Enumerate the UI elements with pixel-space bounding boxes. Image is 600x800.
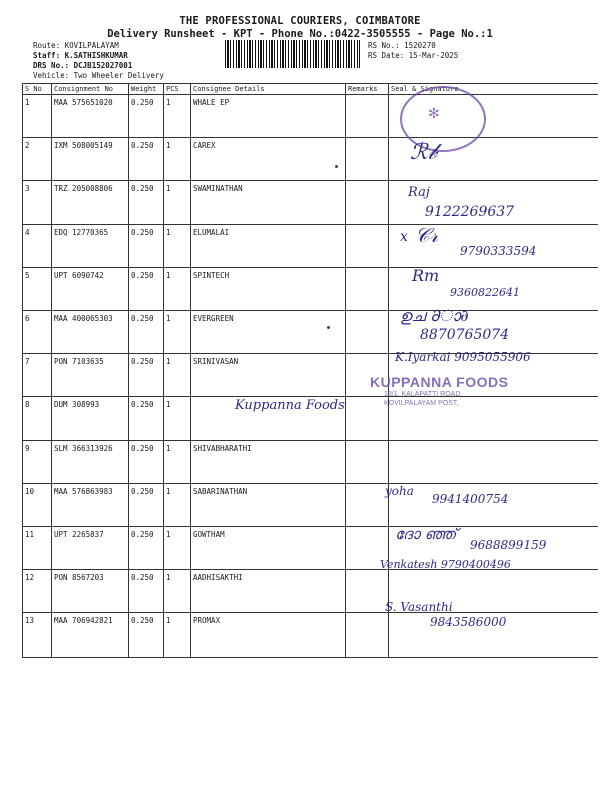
cell-pcs: 1 (164, 181, 191, 224)
cell-pcs: 1 (164, 526, 191, 569)
cell-weight: 0.250 (129, 224, 164, 267)
cell-pcs: 1 (164, 310, 191, 353)
cell-weight: 0.250 (129, 483, 164, 526)
signature-row3: Raj (408, 185, 430, 200)
hw-phone-row6: 9360822641 (450, 286, 520, 299)
cell-sno: 11 (23, 526, 52, 569)
cell-weight: 0.250 (129, 354, 164, 397)
cell-consignee: SWAMINATHAN (191, 181, 346, 224)
cell-sno: 8 (23, 397, 52, 440)
cell-weight: 0.250 (129, 397, 164, 440)
staff-text: Staff: K.SATHISHKUMAR (33, 51, 128, 60)
stamp-address-1: 18/1, KALAPATTI ROAD, (384, 391, 463, 398)
ink-dot (335, 165, 338, 168)
cell-consignee: WHALE EP (191, 95, 346, 138)
cell-remarks (346, 267, 389, 310)
cell-consignee: EVERGREEN (191, 310, 346, 353)
meta-left (33, 41, 132, 71)
signature-row11: yoha (385, 484, 414, 498)
signature-row4: 𝒞𝓇 (415, 223, 438, 247)
cell-remarks (346, 483, 389, 526)
cell-weight: 0.250 (129, 440, 164, 483)
cell-consignee: ELUMALAI (191, 224, 346, 267)
kuppanna-foods-stamp (370, 374, 560, 432)
cell-pcs: 1 (164, 483, 191, 526)
cell-consignee: GOWTHAM (191, 526, 346, 569)
table-row (23, 95, 599, 138)
cell-consignment: MAA 706942821 (52, 613, 129, 658)
document-title: THE PROFESSIONAL COURIERS, COIMBATORE (179, 15, 421, 27)
cell-weight: 0.250 (129, 181, 164, 224)
rs-no-text: RS No.: 1520270 (368, 41, 436, 50)
hw-phone-row11: 9941400754 (432, 492, 509, 506)
hw-mark-row4: x (400, 229, 408, 245)
cell-pcs: 1 (164, 224, 191, 267)
table-row (23, 138, 599, 181)
cell-pcs: 1 (164, 95, 191, 138)
hw-phone-row7: 8870765074 (420, 327, 510, 343)
cell-sno: 5 (23, 267, 52, 310)
meta-right (368, 41, 458, 61)
cell-pcs: 1 (164, 138, 191, 181)
cell-consignment: MAA 400065303 (52, 310, 129, 353)
table-row (23, 483, 599, 526)
cell-sno: 13 (23, 613, 52, 658)
col-weight: Weight (129, 84, 164, 95)
cell-weight: 0.250 (129, 267, 164, 310)
cell-pcs: 1 (164, 613, 191, 658)
cell-weight: 0.250 (129, 310, 164, 353)
cell-consignee: SHIVABHARATHI (191, 440, 346, 483)
table-row (23, 310, 599, 353)
stamp-address-2: KOVILPALAYAM POST, (384, 400, 459, 407)
cell-weight: 0.250 (129, 570, 164, 613)
rs-date-text: RS Date: 15-Mar-2025 (368, 51, 459, 60)
col-sno: S No (23, 84, 52, 95)
signature-row12: ദോ ഞ്ഞ് (395, 525, 457, 543)
hw-line2-row12: Venkatesh 9790400496 (380, 558, 511, 571)
cell-pcs: 1 (164, 354, 191, 397)
hw-phone-row13: 9843586000 (430, 615, 507, 629)
cell-weight: 0.250 (129, 613, 164, 658)
cell-consignee: SRINIVASAN (191, 354, 346, 397)
cell-consignment: DUM 308993 (52, 397, 129, 440)
cell-remarks (346, 310, 389, 353)
cell-pcs: 1 (164, 397, 191, 440)
col-consignment: Consignment No (52, 84, 129, 95)
cell-remarks (346, 138, 389, 181)
cell-sno: 3 (23, 181, 52, 224)
cell-remarks (346, 613, 389, 658)
cell-consignment: MAA 576863983 (52, 483, 129, 526)
faded-stamp (372, 426, 557, 470)
cell-sno: 12 (23, 570, 52, 613)
cell-weight: 0.250 (129, 526, 164, 569)
cell-consignment: IXM 508005149 (52, 138, 129, 181)
signature-row5: Rm (412, 266, 440, 285)
cell-consignment: EDQ 12770365 (52, 224, 129, 267)
cell-consignment: TRZ 205008806 (52, 181, 129, 224)
vehicle-text: Vehicle: Two Wheeler Delivery (33, 71, 164, 80)
hw-phone-row3: 9122269637 (425, 204, 515, 220)
cell-consignee: PROMAX (191, 613, 346, 658)
col-pcs: PCS (164, 84, 191, 95)
table-row (23, 613, 599, 658)
cell-sno: 9 (23, 440, 52, 483)
cell-sno: 2 (23, 138, 52, 181)
hw-phone-row12: 9688899159 (470, 538, 547, 552)
cell-consignment: PON 8567203 (52, 570, 129, 613)
runsheet-subtitle: Delivery Runsheet - KPT - Phone No.:0422-3505555 - Page No.:1 (107, 28, 493, 40)
stamp-center-mark: ✻ (428, 106, 440, 122)
cell-consignment: UPT 6090742 (52, 267, 129, 310)
cell-remarks (346, 181, 389, 224)
stamp-name: KUPPANNA FOODS (370, 374, 509, 390)
cell-consignment: UPT 2265837 (52, 526, 129, 569)
cell-pcs: 1 (164, 440, 191, 483)
route-text: Route: KOVILPALAYAM (33, 41, 119, 50)
col-remarks: Remarks (346, 84, 389, 95)
table-row (23, 570, 599, 613)
table-header-row (23, 84, 599, 95)
cell-remarks (346, 570, 389, 613)
cell-consignee: SPINTECH (191, 267, 346, 310)
cell-consignment: SLM 366313926 (52, 440, 129, 483)
col-consignee: Consignee Details (191, 84, 346, 95)
cell-sno: 7 (23, 354, 52, 397)
cell-consignment: MAA 575651020 (52, 95, 129, 138)
signature-row2: ℛ𝒷 (410, 140, 437, 165)
signature-row6: ഉച ∂ാ∂ (400, 306, 469, 325)
cell-pcs: 1 (164, 570, 191, 613)
cell-remarks (346, 95, 389, 138)
hw-phone-row5: 9790333594 (460, 244, 537, 258)
hw-consignee-row8: Kuppanna Foods (235, 398, 345, 413)
barcode (225, 40, 360, 68)
cell-consignee: AADHISAKTHI (191, 570, 346, 613)
cell-sno: 1 (23, 95, 52, 138)
cell-sno: 10 (23, 483, 52, 526)
cell-consignment: PON 7103635 (52, 354, 129, 397)
col-seal-signature: Seal & Signature (389, 84, 599, 95)
ink-dot (327, 326, 330, 329)
hw-line-row8: K.Iyarkai 9095055906 (395, 350, 531, 364)
cell-remarks (346, 224, 389, 267)
cell-sno: 4 (23, 224, 52, 267)
cell-consignee: CAREX (191, 138, 346, 181)
hw-name-row13: S. Vasanthi (385, 600, 453, 614)
cell-sno: 6 (23, 310, 52, 353)
cell-consignee: SABARINATHAN (191, 483, 346, 526)
cell-pcs: 1 (164, 267, 191, 310)
cell-weight: 0.250 (129, 138, 164, 181)
runsheet-table (22, 83, 598, 658)
drs-text: DRS No.: DCJB152027001 (33, 61, 133, 70)
cell-weight: 0.250 (129, 95, 164, 138)
